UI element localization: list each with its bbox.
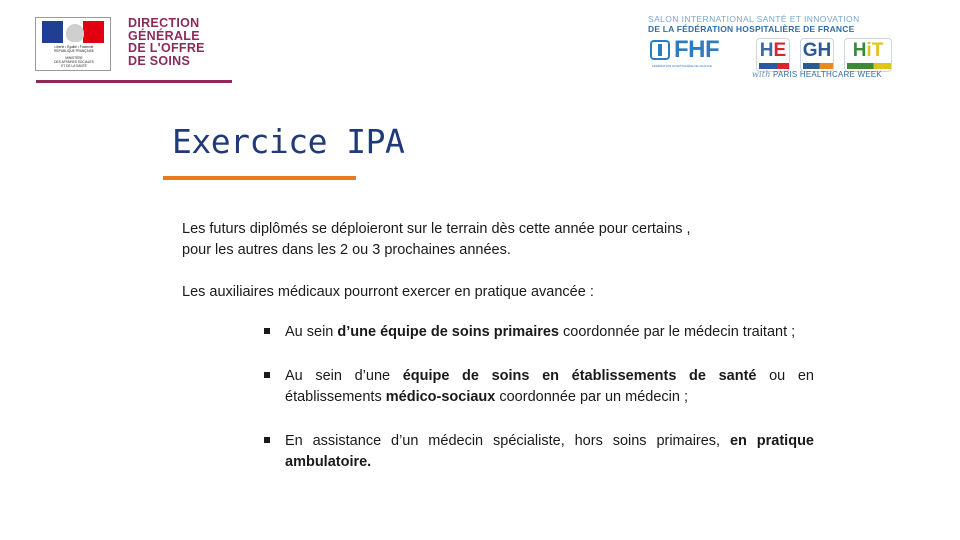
gh-logo-tile (800, 38, 834, 72)
intro-line: Les futurs diplômés se déploieront sur le terrain dès cette année pour certains , (182, 221, 691, 237)
gh-logo-band (803, 63, 833, 69)
bullet-item: En assistance d’un médecin spécialiste, hors soins primaires, en pratique ambulatoire. (262, 431, 814, 473)
healthcare-week-tagline: with PARIS HEALTHCARE WEEK (752, 70, 882, 79)
fhf-letters: FHF (674, 36, 720, 63)
ministry-name: MINISTÈRE DES AFFAIRES SOCIALES ET DE LA SANTÉ (54, 56, 94, 68)
intro-paragraph (182, 219, 822, 261)
gh-logo-letters: GH (802, 40, 832, 61)
bullet-item: Au sein d’une équipe de soins primaires coordonnée par le médecin traitant ; (262, 322, 814, 343)
bullet-item: Au sein d’une équipe de soins en établissements de santé ou en établissements médico-sociaux coordonnée par un médecin ; (262, 366, 814, 408)
government-logo (35, 17, 111, 71)
fhf-mark-icon (650, 40, 670, 60)
title-underline (163, 176, 356, 180)
he-logo-band (759, 63, 789, 69)
hit-logo-tile (844, 38, 892, 72)
salon-subtitle: DE LA FÉDÉRATION HOSPITALIÈRE DE FRANCE (648, 24, 855, 34)
republic-motto: Liberté • Égalité • Fraternité RÉPUBLIQUE FRANÇAISE (54, 45, 94, 53)
marianne-icon (66, 24, 84, 42)
hit-logo-letters: HiT (852, 40, 884, 61)
slide-title: Exercice IPA (172, 122, 405, 161)
lead-sentence: Les auxiliaires médicaux pourront exercer en pratique avancée : (182, 284, 594, 300)
dgos-name: DIRECTION GÉNÉRALE DE L'OFFRE DE SOINS (128, 16, 205, 68)
hit-logo-band (847, 63, 891, 69)
intro-line: pour les autres dans les 2 ou 3 prochaines années. (182, 242, 511, 258)
bullet-list (262, 322, 814, 496)
he-logo-letters: HE (759, 40, 787, 61)
fhf-logo (650, 38, 742, 70)
he-logo-tile (756, 38, 790, 72)
fhf-subtitle: FÉDÉRATION HOSPITALIÈRE DE FRANCE (652, 64, 712, 68)
header-divider (36, 80, 232, 83)
salon-title: SALON INTERNATIONAL SANTÉ ET INNOVATION (648, 14, 860, 24)
